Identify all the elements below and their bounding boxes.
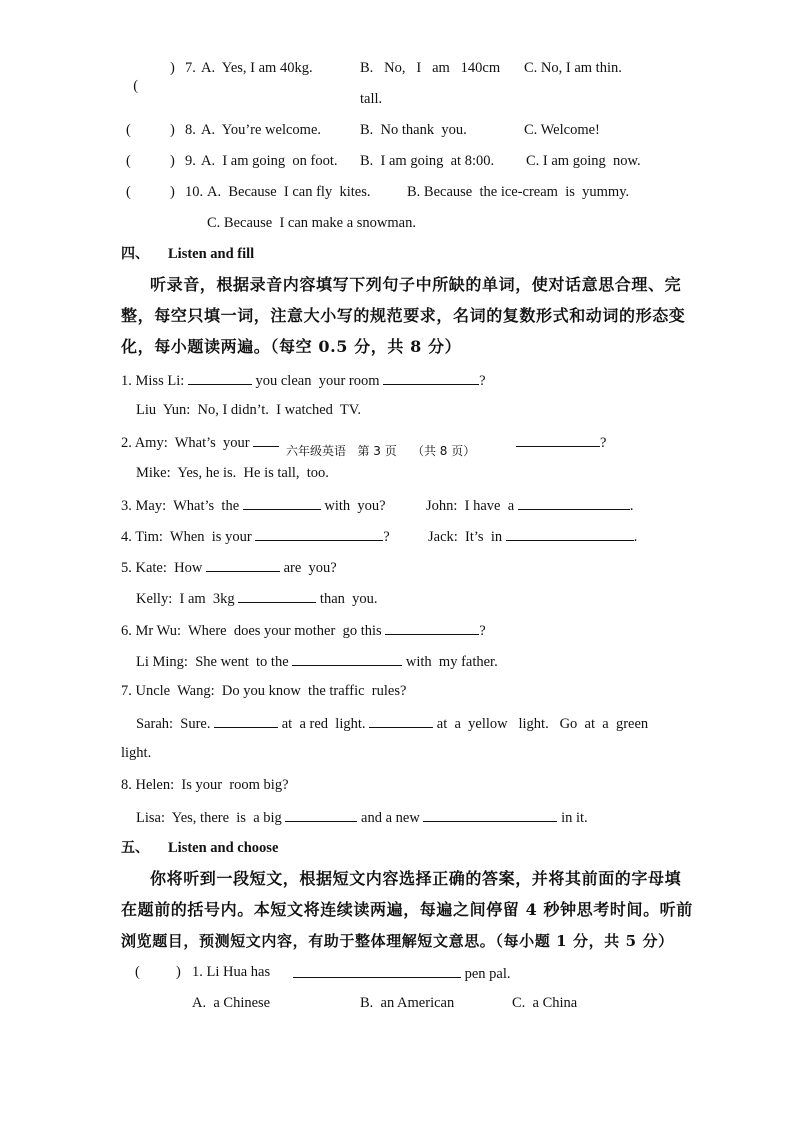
blank-input[interactable] [285, 807, 357, 822]
blank-input[interactable] [292, 651, 402, 666]
section5-number: 五、 [121, 840, 149, 856]
item8-line1: 8. Helen: Is your room big? [121, 777, 289, 793]
q8-option-a: A. You’re welcome. [201, 122, 322, 138]
item3-line [121, 495, 386, 515]
item3-mid-text: with you? [324, 498, 386, 514]
q7-number: 7. [185, 60, 196, 76]
q7-option-b-cont: tall. [360, 91, 383, 107]
section4-number: 四、 [121, 246, 149, 262]
item3-line-right [426, 495, 633, 515]
section5-instruction-line1: 你将听到一段短文，根据短文内容选择正确的答案，并将其前面的字母填 [150, 869, 682, 888]
item1-line1 [121, 370, 486, 390]
s5q1-end-text: pen pal. [464, 966, 511, 982]
q8-number: 8. [185, 122, 196, 138]
blank-input[interactable] [385, 620, 479, 635]
section5-instruction-line3: 浏览题目，预测短文内容，有助于整体理解短文意思。（每小题 1 分，共 5 分） [121, 932, 674, 950]
s5q1-option-a: A. a Chinese [192, 995, 271, 1011]
blank-input[interactable] [188, 370, 252, 385]
item6b-pre-text: Li Ming: She went to the [136, 654, 289, 670]
blank-input[interactable] [253, 432, 279, 447]
blank-input[interactable] [214, 713, 278, 728]
q8-paren-open: ( [126, 122, 131, 138]
item6-line1 [121, 620, 486, 640]
s5q1-pre-text: 1. Li Hua has [192, 964, 271, 980]
blank-input[interactable] [243, 495, 321, 510]
q10-option-c: C. Because I can make a snowman. [207, 215, 416, 231]
item5-pre-text: 5. Kate: How [121, 560, 203, 576]
q9-number: 9. [185, 153, 196, 169]
s5q1-line-right [293, 963, 511, 983]
item5-end-text: are you? [283, 560, 337, 576]
q8-paren-close: ) [170, 122, 175, 138]
page-footer: 六年级英语 第 3 页 （共 8 页） [282, 442, 479, 459]
item3-pre-text: 3. May: What’s the [121, 498, 240, 514]
s5q1-paren-open: ( [135, 964, 140, 980]
item3-mid2-text: John: I have a [426, 498, 515, 514]
q7-option-a: A. Yes, I am 40kg. [201, 60, 313, 76]
item2-line2: Mike: Yes, he is. He is tall, too. [136, 465, 329, 481]
item2-line1-end [516, 432, 606, 452]
item1-line2: Liu Yun: No, I didn’t. I watched TV. [136, 402, 361, 418]
blank-input[interactable] [423, 807, 557, 822]
item1-end-text: ? [479, 373, 486, 389]
q8-option-c: C. Welcome! [524, 122, 600, 138]
item5b-end-text: than you. [319, 591, 378, 607]
q10-paren-close: ) [170, 184, 175, 200]
section4-instruction-line3: 化，每小题读两遍。（每空 0.5 分，共 8 分） [121, 337, 462, 356]
blank-input[interactable] [383, 370, 479, 385]
q9-option-a: A. I am going on foot. [201, 153, 338, 169]
item7-line2 [136, 713, 648, 733]
item7-line1: 7. Uncle Wang: Do you know the traffic rules? [121, 683, 407, 699]
item1-mid-text: you clean your room [255, 373, 380, 389]
s5q1-line [192, 963, 270, 981]
item7-end-text: at a yellow light. Go at a green [436, 716, 649, 732]
item4-line-right [428, 526, 637, 546]
item2-line1 [121, 432, 279, 452]
section5-title: Listen and choose [168, 840, 279, 856]
item2-end-text: ? [600, 435, 607, 451]
q9-option-c: C. I am going now. [526, 153, 641, 169]
item4-end-text: . [633, 529, 638, 545]
answer-paren-open: ( [133, 78, 139, 94]
item3-end-text: . [629, 498, 634, 514]
s5q1-option-c: C. a China [512, 995, 578, 1011]
item6-pre-text: 6. Mr Wu: Where does your mother go this [121, 623, 382, 639]
s5q1-option-b: B. an American [360, 995, 455, 1011]
blank-input[interactable] [206, 557, 280, 572]
q9-option-b: B. I am going at 8:00. [360, 153, 495, 169]
section4-instruction-line2: 整，每空只填一词，注意大小写的规范要求，名词的复数形式和动词的形态变 [121, 306, 686, 325]
section5-instruction-line2: 在题前的括号内。本短文将连续读两遍，每遍之间停留 4 秒钟思考时间。听前 [121, 900, 693, 919]
q10-option-b: B. Because the ice-cream is yummy. [407, 184, 630, 200]
item7-pre-text: Sarah: Sure. [136, 716, 211, 732]
blank-input[interactable] [293, 963, 461, 978]
section4-instruction-line1: 听录音，根据录音内容填写下列句子中所缺的单词，使对话意思合理、完 [150, 275, 682, 294]
blank-input[interactable] [518, 495, 630, 510]
item8-line2 [136, 807, 588, 827]
q7-option-b: B. No, I am 140cm [360, 60, 501, 76]
item8-pre-text: Lisa: Yes, there is a big [136, 810, 282, 826]
q7-row [126, 59, 138, 95]
section4-title: Listen and fill [168, 246, 255, 262]
q10-paren-open: ( [126, 184, 131, 200]
q10-number: 10. [185, 184, 204, 200]
q7-option-c: C. No, I am thin. [524, 60, 622, 76]
item5-line1 [121, 557, 337, 577]
item8-end-text: in it. [561, 810, 588, 826]
item7-mid-text: at a red light. [281, 716, 366, 732]
blank-input[interactable] [238, 588, 316, 603]
q10-option-a: A. Because I can fly kites. [207, 184, 371, 200]
item4-mid2-text: Jack: It’s in [428, 529, 503, 545]
item5b-pre-text: Kelly: I am 3kg [136, 591, 235, 607]
item4-pre-text: 4. Tim: When is your [121, 529, 252, 545]
item6-end-text: ? [479, 623, 486, 639]
q9-paren-close: ) [170, 153, 175, 169]
item1-speaker-text: 1. Miss Li: [121, 373, 185, 389]
item6-line2 [136, 651, 498, 671]
blank-input[interactable] [255, 526, 383, 541]
item2-pre-text: 2. Amy: What’s your [121, 435, 250, 451]
item4-mid-text: ? [383, 529, 390, 545]
s5q1-paren-close: ) [176, 964, 181, 980]
item8-mid-text: and a new [361, 810, 420, 826]
q9-paren-open: ( [126, 153, 131, 169]
item6b-end-text: with my father. [405, 654, 498, 670]
blank-input[interactable] [369, 713, 433, 728]
q7-paren-close: ) [170, 60, 175, 76]
item7-line3: light. [121, 745, 152, 761]
blank-input[interactable] [516, 432, 600, 447]
q8-option-b: B. No thank you. [360, 122, 467, 138]
blank-input[interactable] [506, 526, 634, 541]
item5-line2 [136, 588, 378, 608]
item4-line [121, 526, 390, 546]
